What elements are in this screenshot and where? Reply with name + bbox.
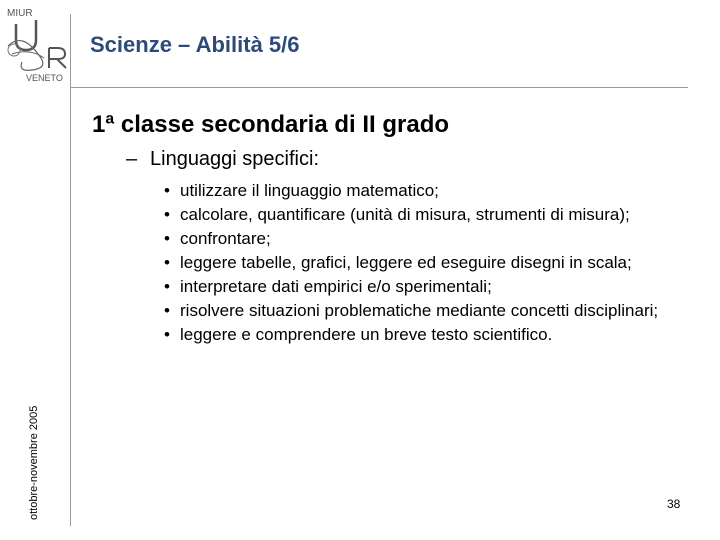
page-number: 38 xyxy=(667,497,681,511)
list-item: • interpretare dati empirici e/o sperimentali; xyxy=(164,275,664,299)
subheading-dash: – xyxy=(126,148,138,170)
subheading xyxy=(126,148,319,171)
list-item: • risolvere situazioni problematiche mediante concetti disciplinari; xyxy=(164,299,664,323)
svg-text:MIUR: MIUR xyxy=(7,8,33,19)
list-item: • utilizzare il linguaggio matematico; xyxy=(164,179,664,203)
slide-title: Scienze – Abilità 5/6 xyxy=(90,32,300,57)
subheading-text: Linguaggi specifici: xyxy=(150,148,319,170)
side-date-label: ottobre-novembre 2005 xyxy=(28,405,40,520)
header-divider xyxy=(70,87,688,88)
svg-text:VENETO: VENETO xyxy=(26,73,63,82)
list-item: • leggere e comprendere un breve testo scientifico. xyxy=(164,323,664,347)
bullet-list xyxy=(164,179,664,347)
miur-usr-veneto-logo xyxy=(2,2,70,82)
list-item: • calcolare, quantificare (unità di misura, strumenti di misura); xyxy=(164,203,664,227)
list-item: • leggere tabelle, grafici, leggere ed eseguire disegni in scala; xyxy=(164,251,664,275)
slide-heading: 1ª classe secondaria di II grado xyxy=(92,111,450,138)
list-item: • confrontare; xyxy=(164,227,664,251)
side-divider xyxy=(70,14,71,526)
